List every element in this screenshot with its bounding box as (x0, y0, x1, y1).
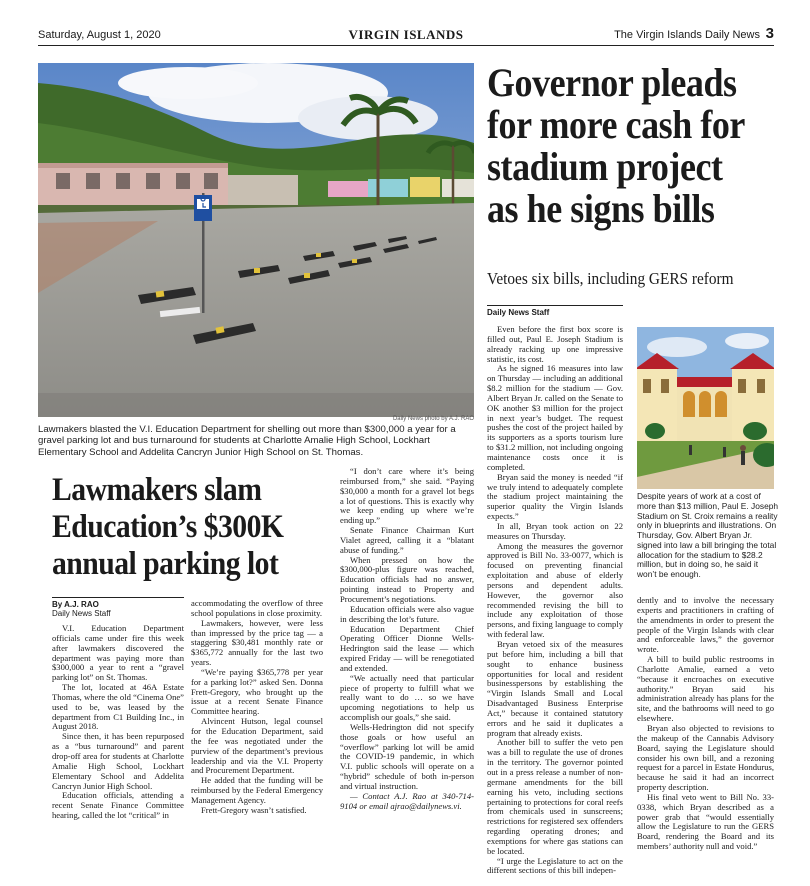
paragraph: “I don’t care where it’s being reimbursed from,” she said. “Paying $30,000 a month for a gravel lot begs a lot of questions. This is exactly why we keep ending up where we’re ending up.” (340, 466, 474, 526)
story1-column-3 (340, 467, 474, 812)
paragraph: He added that the funding will be reimbursed by the Federal Emergency Management Agency. (191, 775, 323, 805)
story2-deck: Vetoes six bills, including GERS reform (487, 269, 734, 288)
paragraph: dently and to involve the necessary experts and practitioners in crafting of the amendments in order to present the people of the Virgin Islands with clear and enforceable laws,” the governor wrote. (637, 595, 774, 655)
paragraph: Senate Finance Chairman Kurt Vialet agreed, calling it a “blatant abuse of funding.” (340, 525, 474, 555)
story-headline (52, 472, 295, 583)
issue-date: Saturday, August 1, 2020 (38, 29, 161, 41)
story2-column-1 (487, 325, 623, 876)
author-affiliation: Daily News Staff (52, 609, 111, 619)
stadium-photo-caption: Despite years of work at a cost of more than $13 million, Paul E. Joseph Stadium on St. Croix remains a reality only in blueprints and illustrations. On Thursday, Gov. Albert Bryan Jr. signed into law a bill bringing the total allocation for the stadium to $28.2 million, but in doing so, he said it won’t be enough. (637, 491, 779, 579)
paragraph: “I urge the Legislature to act on the different sections of this bill indepen- (487, 855, 623, 876)
paragraph: Even before the first box score is filled out, Paul E. Joseph Stadium is already racking up one impressive statistic, its cost. (487, 324, 623, 364)
paragraph: Alvincent Hutson, legal counsel for the Education Department, said the fee was negotiated under the purview of the department’s previous leadership and via the V.I. Property and Procurement Department. (191, 716, 323, 776)
headline-line: stadium project (487, 144, 723, 189)
paragraph: Education officials, attending a recent Senate Finance Committee hearing, called the lot “critical” in (52, 790, 184, 821)
page-header (38, 26, 774, 46)
paragraph: His final veto went to Bill No. 33-0338, which Bryan described as a power grab that “would essentially allow the Legislature to run the GERS Board, rendering the Board and its members’ authority null and void.” (637, 791, 774, 852)
story1-column-1 (52, 624, 184, 821)
story1-column-2 (191, 599, 323, 816)
paragraph: Bryan said the money is needed “if we truly intend to adequately complete the stadium project maintaining the superior quality the Virgin Islands expects.” (487, 471, 623, 522)
author-name: By A.J. RAO (52, 600, 99, 609)
paragraph: Education Department Chief Operating Officer Dionne Wells-Hedrington said the lease — which expired Friday — will be renegotiated and extended. (340, 623, 474, 673)
page-number: 3 (765, 25, 774, 42)
paragraph: When pressed on how the $300,000-plus figure was reached, Education officials had no answer, pointing instead to Property and Procurement’s negotiations. (340, 554, 474, 604)
paragraph: V.I. Education Department officials came under fire this week after lawmakers discovered the department was paying more than $300,000 a year to rent a “gravel parking lot” on St. Thomas. (52, 623, 184, 683)
stadium-illustration (637, 327, 774, 489)
headline-line: for more cash for (487, 102, 745, 147)
byline (52, 597, 184, 618)
paragraph: The lot, located at 46A Estate Thomas, where the old “Cinema One” used to be, was leased by the department from C1 Building Inc., in August 2018. (52, 682, 184, 732)
newspaper-name: The Virgin Islands Daily News (614, 29, 760, 41)
paragraph: Among the measures the governor approved is Bill No. 33-0077, which is focused on preventing financial exploitation and abuse of elderly persons and dependent adults. However, the governor also recommended revising the bill to include any exploitation of those persons, and fixing language to comply with federal law. (487, 540, 623, 640)
headline-line: annual parking lot (52, 545, 279, 582)
paragraph: A bill to build public restrooms in Charlotte Amalie, earned a veto “because it encroaches on executive authority.” Bryan said his administration already has plans for the site, and the bathrooms will need to go elsewhere. (637, 654, 774, 724)
paragraph: accommodating the overflow of three school populations in close proximity. (191, 598, 323, 618)
paragraph: Bryan vetoed six of the measures put before him, including a bill that sought to enhance business opportunities for local and resident businesspersons by establishing the “Virgin Islands Small and Local Disadvantaged Business Enterprise Act,” because it contained statutory errors and he said it duplicates a program that already exists. (487, 639, 623, 738)
section-name: VIRGIN ISLANDS (348, 27, 464, 42)
paragraph: Since then, it has been repurposed as a “bus turnaround” and parent drop-off area for students at Charlotte Amalie High School, Lockhart Elementary School and Addelita Cancryn Junior High School. (52, 731, 184, 791)
photo-credit: Daily News photo by A.J. RAO (392, 416, 474, 422)
paragraph: Lawmakers, however, were less than impressed by the price tag — a staggering $30,481 monthly rate or $365,772 annually for the last two years. (191, 617, 323, 668)
paragraph: Frett-Gregory wasn’t satisfied. (201, 804, 307, 815)
paragraph: As he signed 16 measures into law on Thursday — including an additional $8.2 million for the stadium — Gov. Albert Bryan Jr. called on the Senate to OK another $3 million for the project in next year’s budget. The request pushes the cost of the project hailed by its supporters as a sports tourism lure to $31.2 million, not including ongoing maintenance costs once it is completed. (487, 363, 623, 472)
paragraph: Another bill to suffer the veto pen was a bill to regulate the use of drones in the territory. The governor pointed out in a press release a number of non-germane amendments for the bill earning his veto, including sections pertaining to protections for coral reefs from chemicals used in sunscreens; restrictions for registered sex offenders regarding operating drones; and exemptions for where gas stations can be located. (487, 737, 623, 856)
paragraph: “We’re paying $365,778 per year for a parking lot?” asked Sen. Donna Frett-Gregory, who brought up the issue at a recent Senate Finance Committee hearing. (191, 666, 323, 717)
headline-line: Governor pleads (487, 60, 737, 105)
paragraph: In all, Bryan took action on 22 measures on Thursday. (487, 520, 623, 541)
story2-headline (487, 62, 757, 230)
story2-column-2 (637, 596, 774, 852)
parking-lot-photo (38, 63, 474, 417)
paragraph: Bryan also objected to revisions to the makeup of the Cannabis Advisory Board, saying the Legislature should consider his own bill, and a rezoning request for a parcel in Estate Hondurus, because he said it had an incorrect property description. (637, 722, 774, 793)
story2-byline: Daily News Staff (487, 305, 623, 317)
contact-line: — Contact A.J. Rao at 340-714-9104 or email ajrao@dailynews.vi. (340, 790, 474, 811)
paragraph: Education officials were also vague in describing the lot’s future. (340, 603, 474, 624)
photo-caption: Lawmakers blasted the V.I. Education Department for shelling out more than $300,000 a year for a gravel parking lot and bus turnaround for students at Charlotte Amalie High School, Lockhart Elementary School and Addelita Cancryn Junior High School on St. Thomas. (38, 424, 456, 458)
paragraph: “We actually need that particular piece of property to fulfill what we really want to do … so we have upcoming negotiations to help us accomplish our goals,” she said. (340, 672, 474, 723)
headline-line: as he signs bills (487, 186, 715, 231)
headline-line: Lawmakers slam (52, 472, 262, 508)
paragraph: Wells-Hedrington did not specify those goals or how useful an “overflow” parking lot will be amid the COVID-19 pandemic, in which V.I. public schools will operate on a “hybrid” schedule of both in-person and virtual instruction. (340, 721, 474, 791)
headline-line: Education’s $300K (52, 508, 284, 545)
